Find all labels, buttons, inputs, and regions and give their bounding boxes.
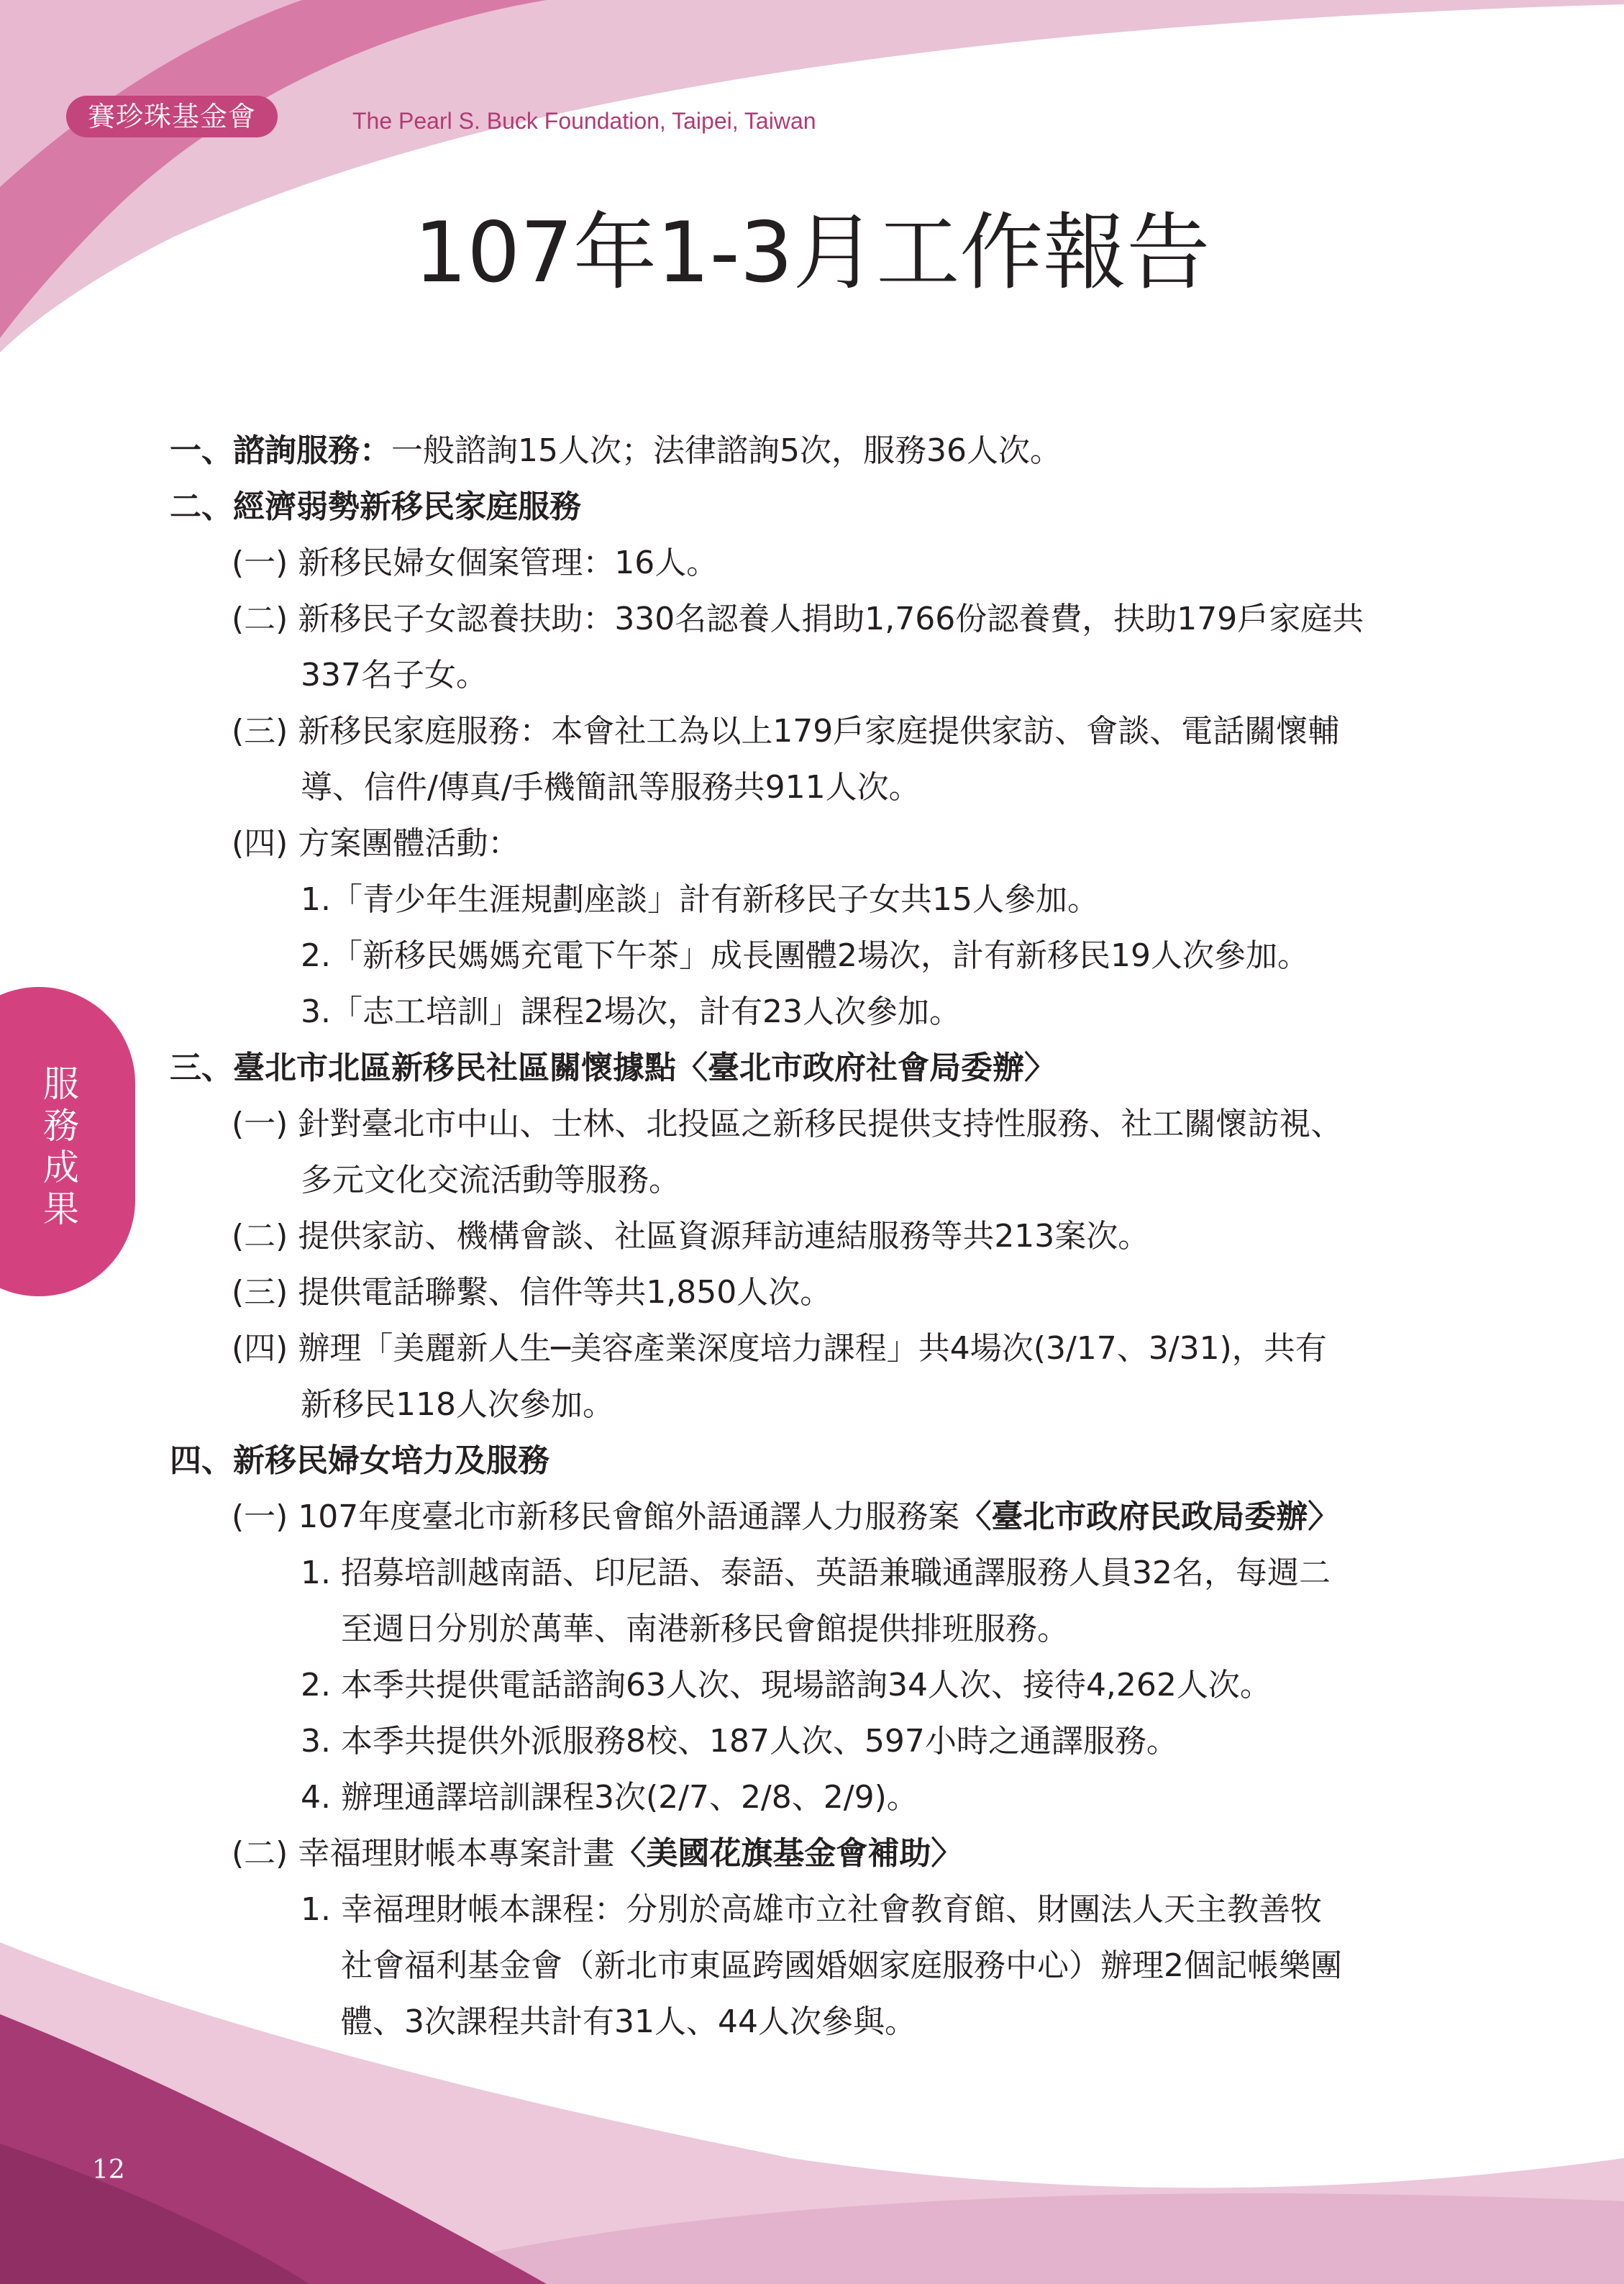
list-item: (四) 方案團體活動：	[232, 825, 520, 862]
list-item: (一) 針對臺北市中山、士林、北投區之新移民提供支持性服務、社工關懷訪視、	[232, 1106, 1343, 1142]
sub-list-item: 1.「青少年生涯規劃座談」計有新移民子女共15人參加。	[301, 881, 1099, 918]
list-item	[170, 1826, 1453, 1882]
sub-list-item: 1. 招募培訓越南語、印尼語、泰語、英語兼職通譯服務人員32名，每週二	[301, 1555, 1331, 1591]
section-1-text: 一般諮詢15人次；法律諮詢5次，服務36人次。	[391, 432, 1062, 469]
list-item-sponsor: 〈美國花旗基金會補助〉	[614, 1835, 963, 1872]
page-title: 107年1-3月工作報告	[414, 204, 1210, 301]
list-item-text: (一) 107年度臺北市新移民會館外語通譯人力服務案	[232, 1498, 960, 1535]
side-tab-label	[36, 1063, 86, 1230]
sub-list-item: 2. 本季共提供電話諮詢63人次、現場諮詢34人次、接待4,262人次。	[301, 1667, 1272, 1703]
list-item: (四) 辦理「美麗新人生─美容產業深度培力課程」共4場次(3/17、3/31)，共有	[232, 1330, 1327, 1367]
list-item-sponsor: 〈臺北市政府民政局委辦〉	[959, 1498, 1340, 1535]
list-item-text: (二) 幸福理財帳本專案計畫	[232, 1835, 615, 1872]
list-item: (二) 新移民子女認養扶助：330名認養人捐助1,766份認養費，扶助179戶家庭共	[232, 601, 1364, 637]
page-number: 12	[92, 2155, 125, 2185]
sub-list-item-continuation: 體、3次課程共計有31人、44人次參與。	[341, 2003, 916, 2040]
section-1-marker: 一、	[170, 432, 233, 469]
section-2-heading: 二、經濟弱勢新移民家庭服務	[170, 488, 581, 525]
list-item: (二) 提供家訪、機構會談、社區資源拜訪連結服務等共213案次。	[232, 1218, 1150, 1255]
report-body	[170, 423, 1453, 2050]
section-4-heading: 四、新移民婦女培力及服務	[170, 1442, 549, 1479]
sub-list-item: 1. 幸福理財帳本課程：分別於高雄市立社會教育館、財團法人天主教善牧	[301, 1891, 1322, 1928]
side-tab-char: 成	[43, 1147, 79, 1188]
foundation-badge: 賽珍珠基金會	[66, 96, 278, 137]
side-tab-char: 果	[43, 1188, 79, 1230]
sub-list-item-continuation: 至週日分別於萬華、南港新移民會館提供排班服務。	[341, 1611, 1069, 1647]
list-item	[170, 1489, 1453, 1545]
side-tab-char: 服	[43, 1063, 79, 1105]
list-item: (三) 新移民家庭服務：本會社工為以上179戶家庭提供家訪、會談、電話關懷輔	[232, 713, 1340, 750]
sub-list-item: 3.「志工培訓」課程2場次，計有23人次參加。	[301, 993, 961, 1030]
section-1-heading: 諮詢服務：	[233, 432, 391, 469]
section-1	[170, 423, 1453, 479]
list-item-continuation: 多元文化交流活動等服務。	[301, 1162, 680, 1198]
list-item-continuation: 新移民118人次參加。	[301, 1386, 614, 1423]
list-item: (三) 提供電話聯繫、信件等共1,850人次。	[232, 1274, 832, 1311]
side-tab-char: 務	[43, 1105, 79, 1147]
list-item-continuation: 337名子女。	[301, 657, 488, 693]
sub-list-item-continuation: 社會福利基金會（新北市東區跨國婚姻家庭服務中心）辦理2個記帳樂團	[341, 1947, 1342, 1984]
sub-list-item: 2.「新移民媽媽充電下午茶」成長團體2場次，計有新移民19人次參加。	[301, 937, 1309, 974]
list-item-continuation: 導、信件/傳真/手機簡訊等服務共911人次。	[301, 769, 921, 806]
section-3-heading: 三、臺北市北區新移民社區關懷據點〈臺北市政府社會局委辦〉	[170, 1050, 1056, 1086]
foundation-name: The Pearl S. Buck Foundation, Taipei, Taiwan	[352, 108, 816, 134]
sub-list-item: 4. 辦理通譯培訓課程3次(2/7、2/8、2/9)。	[301, 1779, 918, 1816]
list-item: (一) 新移民婦女個案管理：16人。	[232, 545, 719, 581]
sub-list-item: 3. 本季共提供外派服務8校、187人次、597小時之通譯服務。	[301, 1723, 1178, 1760]
